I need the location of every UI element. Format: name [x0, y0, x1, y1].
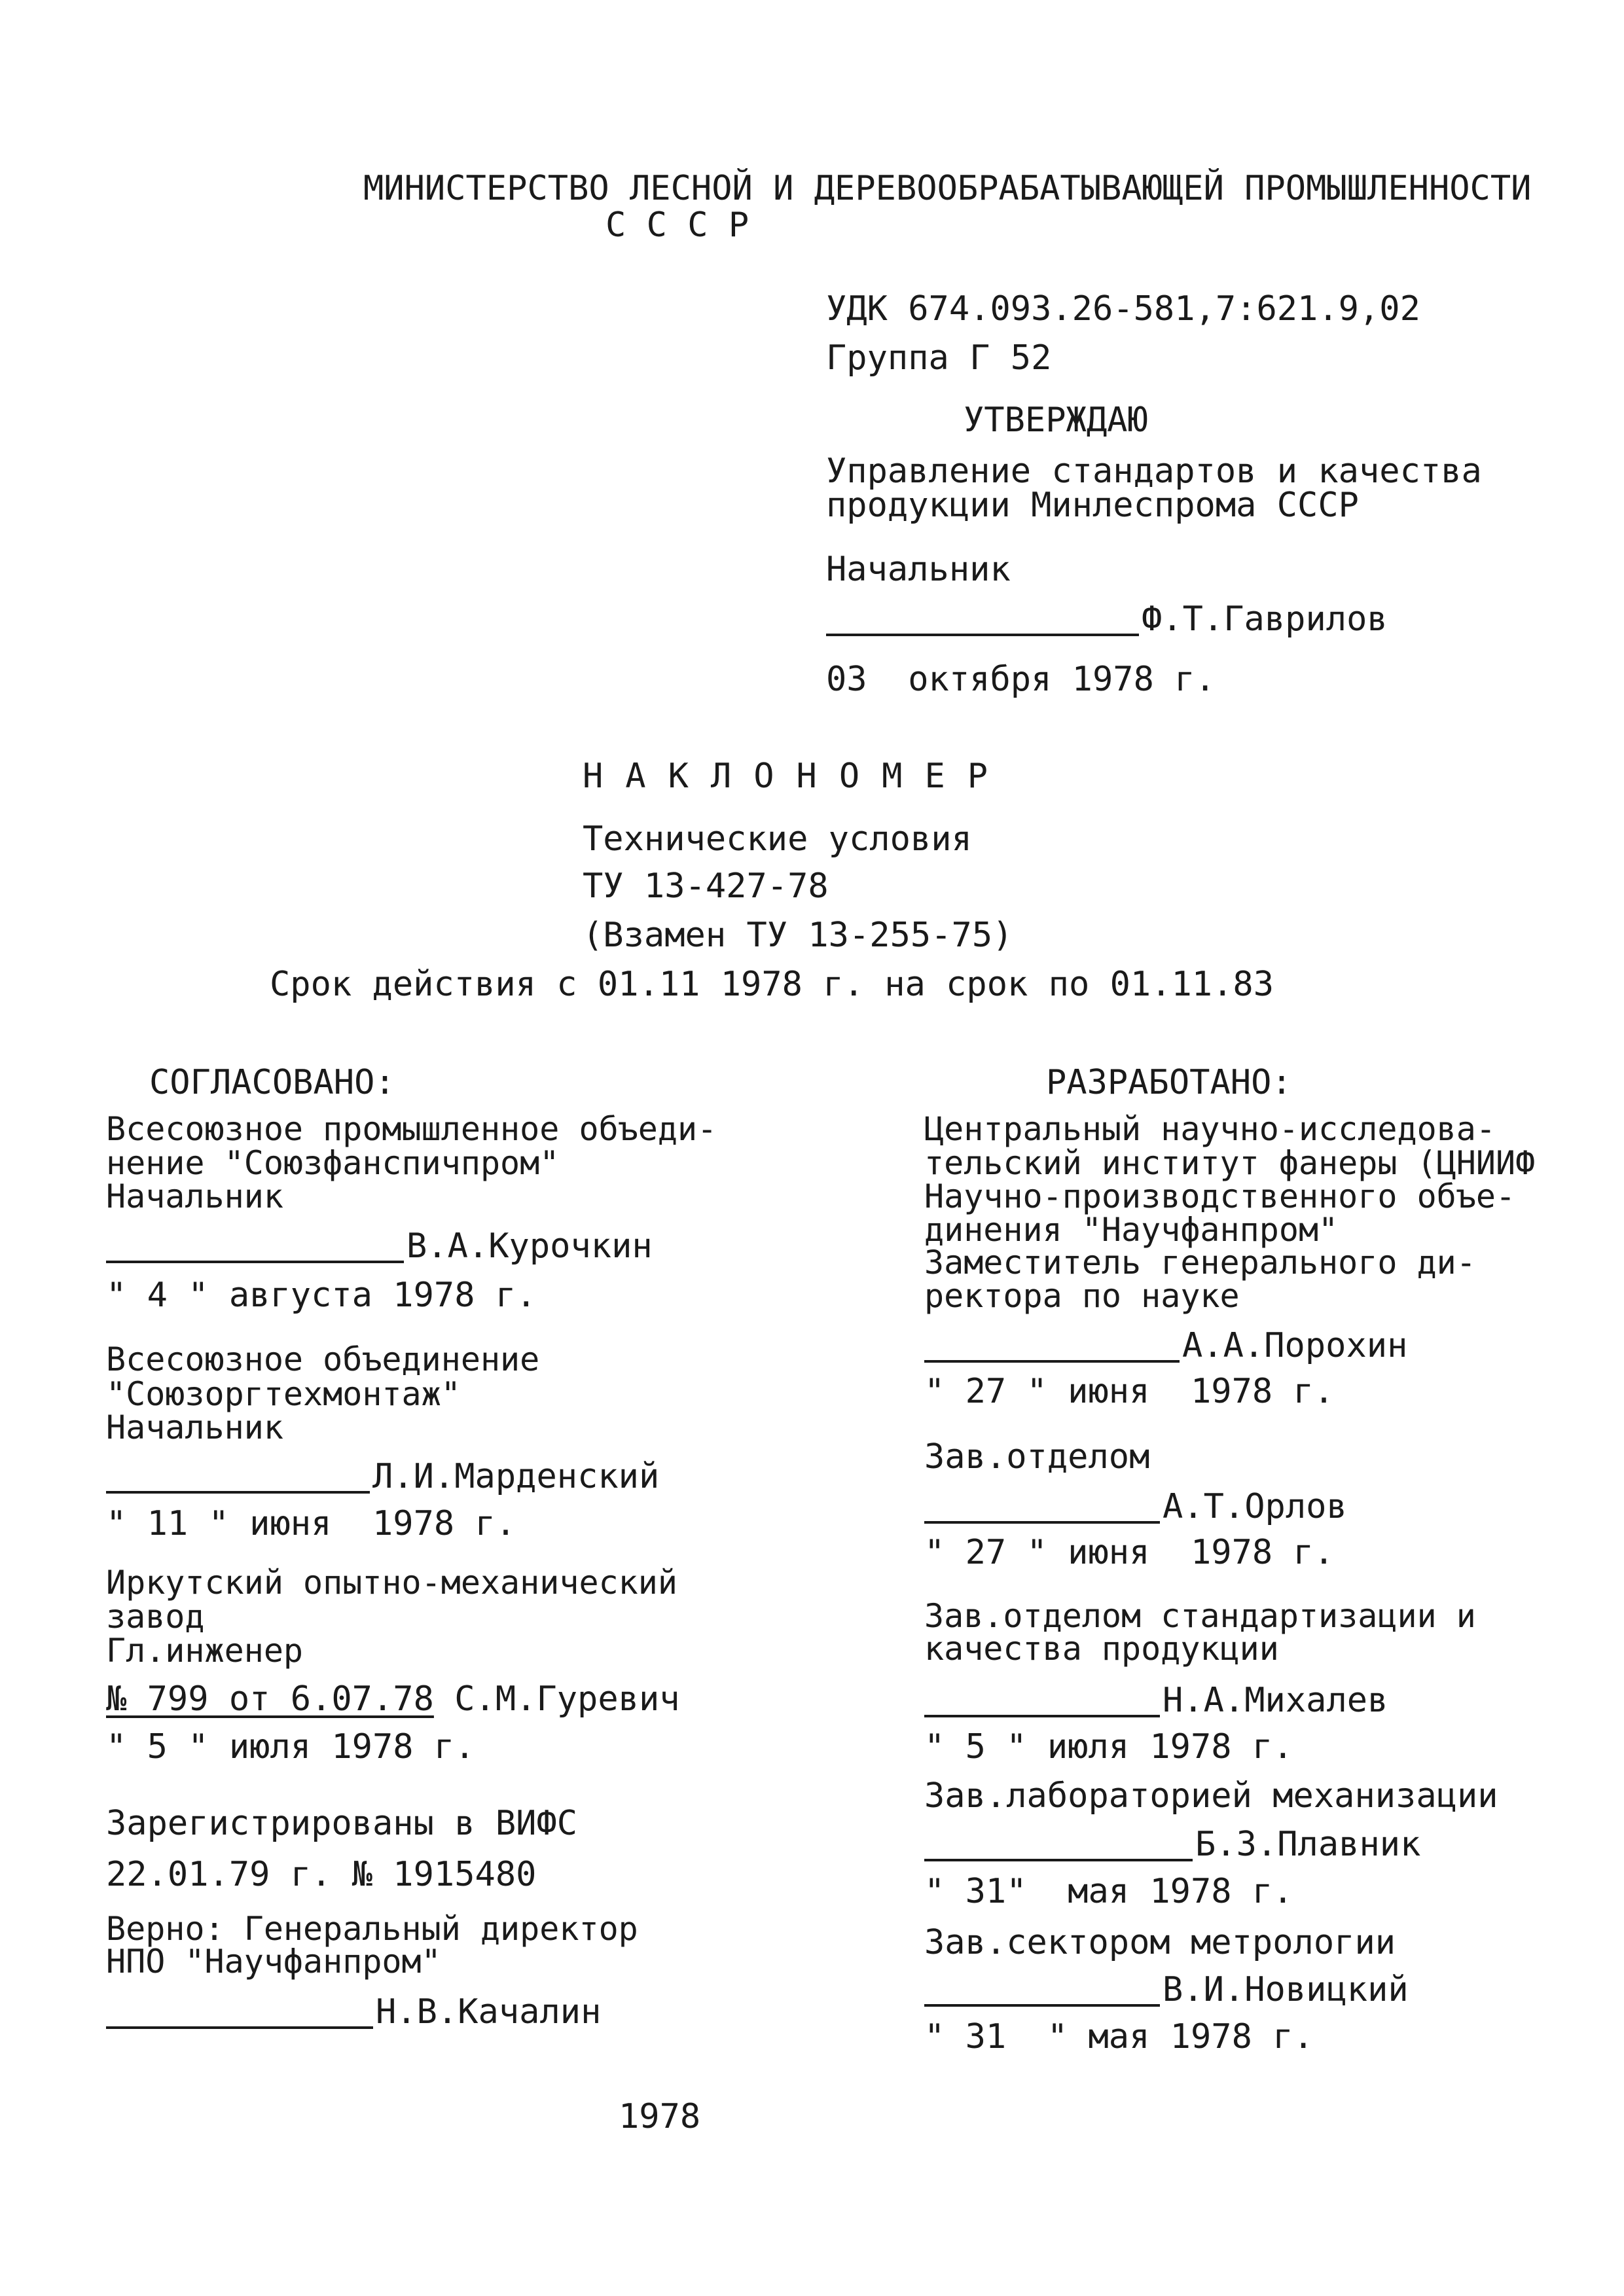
- developed-s1-date: " 27 " июня 1978 г.: [924, 1372, 1335, 1411]
- approval-position: Начальник: [826, 550, 1011, 589]
- developed-s5-date: " 31 " мая 1978 г.: [924, 2017, 1314, 2056]
- signature-line: [924, 1971, 1160, 2007]
- certification-signer: Н.В.Качалин: [376, 1992, 602, 2032]
- developed-s2-signer: А.Т.Орлов: [1163, 1487, 1347, 1526]
- developed-s2-date: " 27 " июня 1978 г.: [924, 1533, 1335, 1572]
- developed-s5-position: Зав.сектором метрологии: [924, 1923, 1396, 1962]
- document-subtitle: Технические условия: [583, 819, 972, 859]
- developed-s3-date: " 5 " июля 1978 г.: [924, 1727, 1293, 1767]
- developed-s3-position-line2: качества продукции: [924, 1630, 1279, 1668]
- agreed-org3-reference: № 799 от 6.07.78: [106, 1679, 434, 1719]
- developed-s5-signer: В.И.Новицкий: [1163, 1970, 1409, 2009]
- agreed-org3-date: " 5 " июля 1978 г.: [106, 1727, 475, 1767]
- agreed-org3-line2: завод: [106, 1598, 205, 1636]
- signature-line: [106, 1458, 370, 1494]
- signature-line: [924, 1682, 1160, 1717]
- signature-line: [826, 601, 1139, 636]
- agreed-org2-signer: Л.И.Марденский: [372, 1457, 660, 1496]
- agreed-org1-signature-row: [106, 1227, 653, 1266]
- udk-code: УДК 674.093.26-581,7:621.9,02: [826, 289, 1420, 329]
- signature-line: [924, 1327, 1180, 1363]
- developed-org-line5: Заместитель генерального ди-: [924, 1244, 1476, 1282]
- registration-line1: Зарегистрированы в ВИФС: [106, 1804, 578, 1843]
- agreed-org2-date: " 11 " июня 1978 г.: [106, 1504, 516, 1543]
- developed-s4-position: Зав.лабораторией механизации: [924, 1776, 1498, 1816]
- approval-signer: Ф.Т.Гаврилов: [1142, 600, 1388, 639]
- document-validity: Срок действия с 01.11 1978 г. на срок по 01.11.83: [270, 965, 1274, 1004]
- document-replaces: (Взамен ТУ 13-255-75): [583, 916, 1013, 955]
- footer-year: 1978: [619, 2097, 701, 2136]
- agreed-org1-position: Начальник: [106, 1177, 283, 1215]
- developed-s2-position: Зав.отделом: [924, 1437, 1150, 1477]
- certification-line1: Верно: Генеральный директор: [106, 1910, 638, 1948]
- developed-s5-signature-row: [924, 1971, 1409, 2007]
- document-title: НАКЛОНОМЕР: [583, 757, 1011, 796]
- developed-s4-date: " 31" мая 1978 г.: [924, 1872, 1293, 1911]
- agreed-org2-position: Начальник: [106, 1408, 283, 1446]
- developed-s3-signer: Н.А.Михалев: [1163, 1681, 1388, 1720]
- agreed-org3-position: Гл.инженер: [106, 1632, 304, 1670]
- signature-line: [106, 1228, 404, 1263]
- developed-org-line3: Научно-производственного объе-: [924, 1177, 1516, 1215]
- certification-signature-row: [106, 1992, 602, 2032]
- developed-org-line2: тельский институт фанеры (ЦНИИФ: [924, 1144, 1536, 1182]
- certification-line2: НПО "Научфанпром": [106, 1943, 441, 1981]
- developed-s4-signature-row: [924, 1825, 1421, 1864]
- approval-org-line1: Управление стандартов и качества: [826, 452, 1482, 491]
- signature-line: [924, 1488, 1160, 1524]
- signature-line: [924, 1826, 1193, 1861]
- country-title: С С С Р: [605, 206, 749, 245]
- agreed-org1-line2: нение "Союзфанспичпром": [106, 1144, 560, 1182]
- group-code: Группа Г 52: [826, 338, 1052, 378]
- agreed-org1-signer: В.А.Курочкин: [406, 1227, 653, 1266]
- agreed-org3-line1: Иркутский опытно-механический: [106, 1564, 677, 1602]
- approval-date: 03 октября 1978 г.: [826, 660, 1216, 699]
- developed-s1-signature-row: [924, 1327, 1407, 1363]
- developed-s4-signer: Б.З.Плавник: [1195, 1825, 1421, 1864]
- agreed-org3-signer: С.М.Гуревич: [454, 1679, 680, 1719]
- agreed-org1-line1: Всесоюзное промышленное объеди-: [106, 1110, 717, 1148]
- agreed-org2-signature-row: [106, 1458, 659, 1494]
- agreed-org2-line2: "Союзоргтехмонтаж": [106, 1375, 461, 1413]
- signature-line: [106, 1994, 373, 2029]
- agreed-org2-line1: Всесоюзное объединение: [106, 1340, 540, 1378]
- approve-label: УТВЕРЖДАЮ: [964, 401, 1148, 440]
- developed-s3-position-line1: Зав.отделом стандартизации и: [924, 1597, 1476, 1635]
- document-code: ТУ 13-427-78: [583, 867, 829, 906]
- developed-org-line4: динения "Научфанпром": [924, 1211, 1339, 1249]
- approval-org-line2: продукции Минлеспрома СССР: [826, 486, 1359, 525]
- ministry-title: МИНИСТЕРСТВО ЛЕСНОЙ И ДЕРЕВООБРАБАТЫВАЮЩЕЙ ПРОМЫШЛЕННОСТИ: [363, 169, 1532, 208]
- agreed-org1-date: " 4 " августа 1978 г.: [106, 1276, 537, 1315]
- registration-line2: 22.01.79 г. № 1915480: [106, 1855, 537, 1894]
- approval-signature-row: [826, 600, 1388, 639]
- agreed-org3-signature-row: [106, 1679, 680, 1719]
- developed-s1-signer: А.А.Порохин: [1182, 1326, 1408, 1365]
- developed-heading: РАЗРАБОТАНО:: [1046, 1063, 1292, 1102]
- developed-org-line6: ректора по науке: [924, 1277, 1240, 1315]
- developed-s2-signature-row: [924, 1488, 1347, 1524]
- agreed-heading: СОГЛАСОВАНО:: [149, 1063, 395, 1102]
- developed-org-line1: Центральный научно-исследова-: [924, 1110, 1496, 1148]
- developed-s3-signature-row: [924, 1681, 1388, 1720]
